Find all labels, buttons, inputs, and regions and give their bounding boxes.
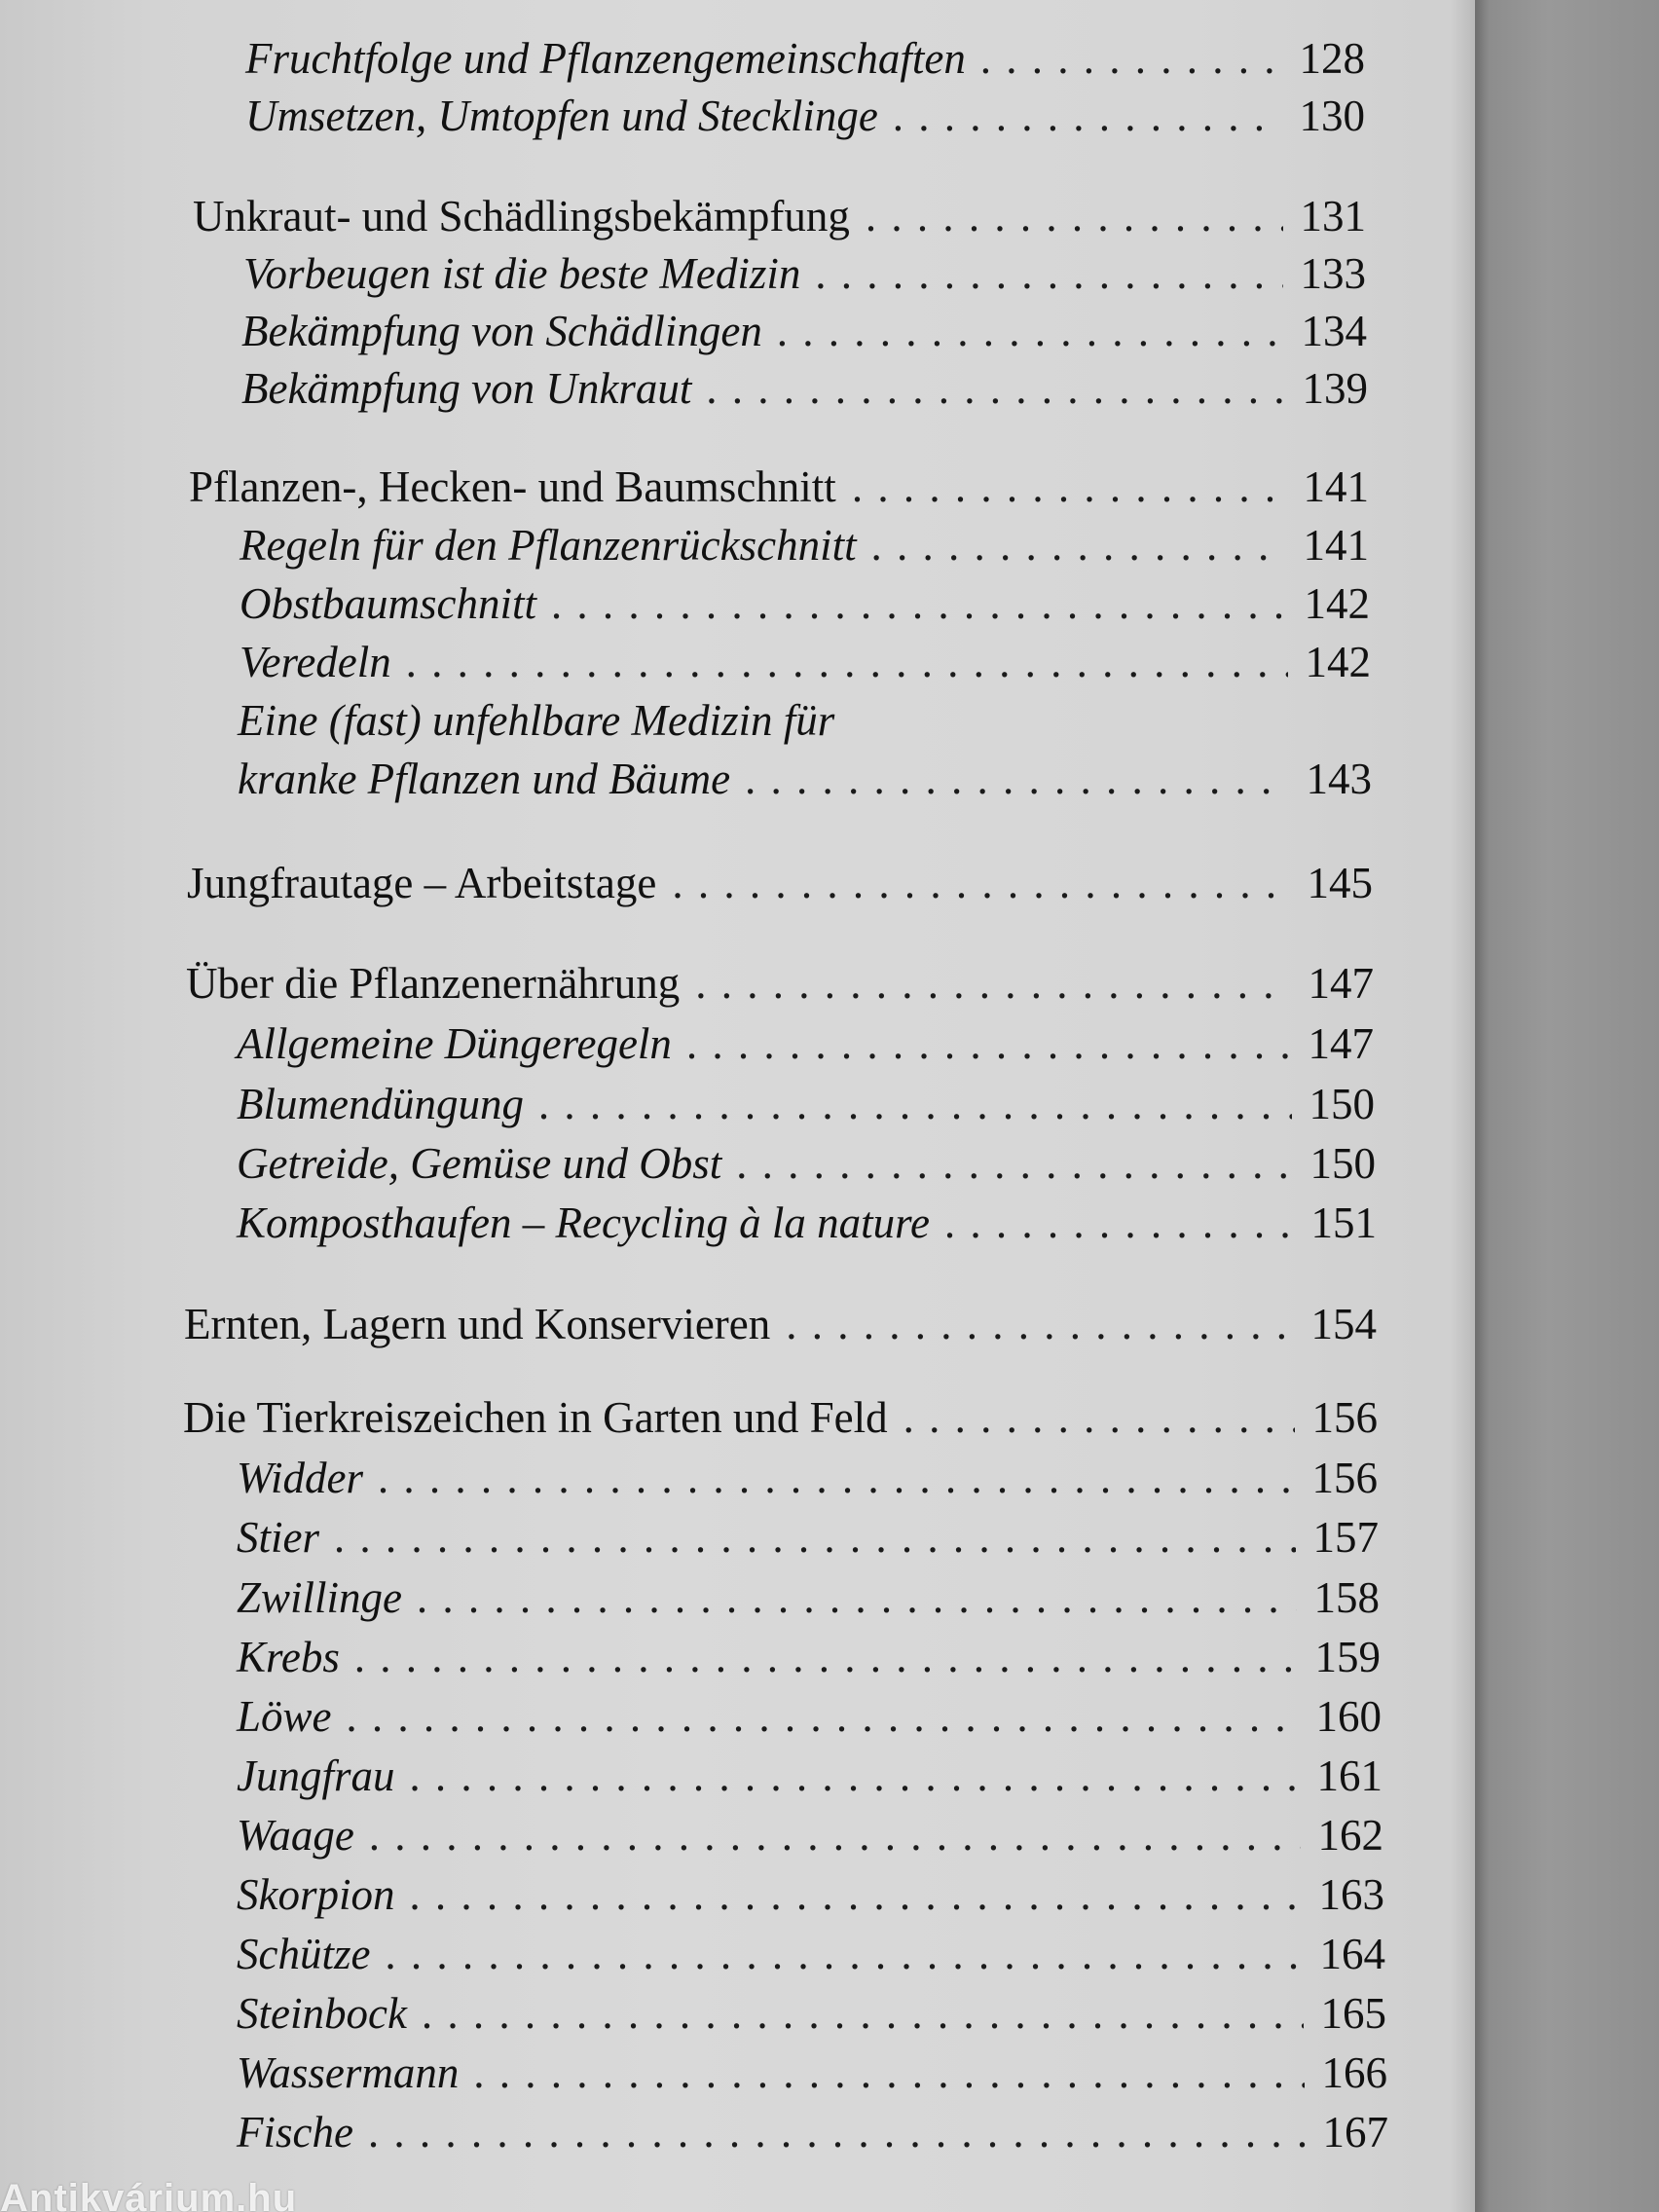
toc-entry-page: 156 bbox=[1311, 1393, 1378, 1442]
toc-entry-title: Bekämpfung von Schädlingen bbox=[241, 307, 762, 355]
toc-leader-dots bbox=[872, 524, 1286, 568]
toc-entry-page: 154 bbox=[1310, 1300, 1377, 1348]
toc-entry-page: 145 bbox=[1307, 859, 1373, 907]
toc-entry-title: Steinbock bbox=[237, 1989, 407, 2038]
toc-entry-page: 141 bbox=[1303, 521, 1369, 570]
toc-leader-dots bbox=[687, 1022, 1291, 1066]
toc-entry bbox=[238, 696, 1371, 745]
toc-entry-title: Zwillinge bbox=[237, 1573, 403, 1622]
toc-leader-dots bbox=[539, 1083, 1292, 1126]
toc-entry-page: 139 bbox=[1302, 364, 1368, 413]
toc-entry-page: 165 bbox=[1320, 1989, 1386, 2038]
toc-entry bbox=[237, 1198, 1377, 1247]
toc-leader-dots bbox=[816, 252, 1282, 296]
toc-entry bbox=[237, 1989, 1386, 2038]
toc-entry-title: Umsetzen, Umtopfen und Stecklinge bbox=[245, 92, 878, 140]
toc-leader-dots bbox=[894, 94, 1282, 138]
toc-entry bbox=[243, 249, 1366, 298]
toc-entry-page: 143 bbox=[1306, 755, 1372, 803]
toc-entry-title: Fruchtfolge und Pflanzengemeinschaften bbox=[245, 34, 966, 83]
toc-entry-page: 131 bbox=[1300, 192, 1366, 240]
toc-leader-dots bbox=[423, 1992, 1304, 2036]
toc-entry bbox=[240, 579, 1370, 628]
background-surface bbox=[1475, 0, 1659, 2212]
toc-leader-dots bbox=[695, 962, 1290, 1006]
toc-entry-page: 142 bbox=[1304, 579, 1370, 628]
toc-entry-title: Vorbeugen ist die beste Medizin bbox=[243, 249, 801, 298]
toc-leader-dots bbox=[903, 1396, 1295, 1440]
toc-leader-dots bbox=[778, 310, 1284, 353]
toc-entry bbox=[237, 1019, 1374, 1068]
toc-entry bbox=[183, 1393, 1378, 1442]
toc-entry-title: Waage bbox=[237, 1811, 354, 1860]
toc-leader-dots bbox=[370, 1814, 1301, 1858]
toc-leader-dots bbox=[981, 37, 1282, 81]
toc-entry-page: 150 bbox=[1309, 1080, 1375, 1128]
toc-entry-page: 142 bbox=[1305, 638, 1371, 686]
toc-entry-title: Fische bbox=[237, 2108, 353, 2157]
toc-entry bbox=[186, 959, 1374, 1008]
toc-entry-title: Die Tierkreiszeichen in Garten und Feld bbox=[183, 1393, 888, 1442]
toc-leader-dots bbox=[707, 367, 1284, 411]
toc-entry-title: Löwe bbox=[237, 1692, 332, 1741]
toc-entry bbox=[237, 1870, 1384, 1919]
toc-entry bbox=[237, 1751, 1382, 1800]
toc-leader-dots bbox=[852, 465, 1286, 509]
toc-entry bbox=[240, 521, 1369, 570]
toc-entry-title: Regeln für den Pflanzenrückschnitt bbox=[240, 521, 857, 570]
toc-entry bbox=[237, 1080, 1375, 1128]
toc-entry bbox=[237, 1573, 1380, 1622]
toc-entry-title: Stier bbox=[237, 1513, 319, 1562]
toc-leader-dots bbox=[348, 1695, 1299, 1739]
toc-entry-page: 151 bbox=[1310, 1198, 1377, 1247]
toc-entry-title: Veredeln bbox=[240, 638, 391, 686]
toc-entry-title: Krebs bbox=[237, 1633, 340, 1681]
toc-entry-title: Schütze bbox=[237, 1930, 371, 1978]
toc-entry-title: Getreide, Gemüse und Obst bbox=[237, 1139, 722, 1188]
toc-leader-dots bbox=[672, 862, 1289, 905]
toc-leader-dots bbox=[786, 1303, 1293, 1346]
toc-entry bbox=[237, 1811, 1383, 1860]
toc-entry bbox=[189, 462, 1369, 511]
toc-leader-dots bbox=[552, 582, 1286, 626]
toc-leader-dots bbox=[355, 1636, 1298, 1679]
toc-entry-title: Widder bbox=[237, 1454, 363, 1502]
toc-entry-page: 166 bbox=[1321, 2048, 1387, 2097]
toc-entry-page: 157 bbox=[1312, 1513, 1379, 1562]
toc-entry-title: Komposthaufen – Recycling à la nature bbox=[237, 1198, 930, 1247]
toc-entry bbox=[237, 1513, 1379, 1562]
toc-entry-page: 147 bbox=[1308, 1019, 1374, 1068]
toc-entry-title: Obstbaumschnitt bbox=[240, 579, 537, 628]
toc-entry bbox=[237, 1633, 1381, 1681]
toc-entry bbox=[245, 94, 1365, 138]
toc-entry-page: 156 bbox=[1311, 1454, 1378, 1502]
toc-entry-page: 164 bbox=[1319, 1930, 1385, 1978]
toc-entry-title: Unkraut- und Schädlingsbekämpfung bbox=[193, 192, 850, 240]
toc-entry bbox=[237, 1692, 1382, 1741]
toc-entry-title: kranke Pflanzen und Bäume bbox=[238, 755, 731, 803]
watermark: Antikvárium.hu bbox=[0, 2177, 298, 2212]
toc-leader-dots bbox=[369, 2111, 1306, 2155]
toc-leader-dots bbox=[335, 1516, 1296, 1560]
toc-entry-page: 134 bbox=[1301, 307, 1367, 355]
toc-entry bbox=[187, 859, 1373, 907]
toc-leader-dots bbox=[737, 1142, 1292, 1186]
toc-entry-page: 128 bbox=[1299, 34, 1365, 83]
toc-entry bbox=[237, 2108, 1388, 2157]
toc-leader-dots bbox=[746, 757, 1288, 801]
toc-leader-dots bbox=[945, 1201, 1294, 1245]
toc-entry-title: Über die Pflanzenernährung bbox=[186, 959, 681, 1008]
toc-entry-page: 150 bbox=[1309, 1139, 1376, 1188]
toc-entry bbox=[238, 757, 1372, 801]
toc-leader-dots bbox=[379, 1456, 1295, 1500]
toc-leader-dots bbox=[411, 1754, 1300, 1798]
toc-entry bbox=[193, 192, 1366, 240]
toc-entry-page: 167 bbox=[1322, 2108, 1388, 2157]
toc-leader-dots bbox=[411, 1873, 1302, 1917]
toc-entry-title: Jungfrautage – Arbeitstage bbox=[187, 859, 657, 907]
toc-entry-title: Wassermann bbox=[237, 2048, 460, 2097]
toc-entry-page: 161 bbox=[1316, 1751, 1382, 1800]
toc-entry-page: 162 bbox=[1317, 1811, 1383, 1860]
toc-leader-dots bbox=[418, 1576, 1296, 1620]
toc-entry bbox=[240, 638, 1371, 686]
toc-leader-dots bbox=[386, 1933, 1302, 1976]
toc-leader-dots bbox=[866, 195, 1283, 239]
toc-entry-title: Jungfrau bbox=[237, 1751, 395, 1800]
toc-entry-title: Bekämpfung von Unkraut bbox=[241, 364, 692, 413]
toc-entry bbox=[241, 307, 1367, 355]
toc-entry-title: Ernten, Lagern und Konservieren bbox=[184, 1300, 771, 1348]
toc-entry-title: Skorpion bbox=[237, 1870, 395, 1919]
toc-leader-dots bbox=[474, 2051, 1304, 2095]
toc-entry bbox=[241, 364, 1368, 413]
toc-entry-title: Allgemeine Düngeregeln bbox=[237, 1019, 672, 1068]
toc-entry-page: 158 bbox=[1313, 1573, 1380, 1622]
toc-entry-page: 159 bbox=[1314, 1633, 1381, 1681]
toc-entry bbox=[184, 1300, 1377, 1348]
toc-entry-title: Pflanzen-, Hecken- und Baumschnitt bbox=[189, 462, 836, 511]
toc-entry bbox=[237, 1456, 1378, 1500]
toc-entry-title: Blumendüngung bbox=[237, 1080, 524, 1128]
toc-entry-page: 141 bbox=[1303, 462, 1369, 511]
toc-entry-page: 163 bbox=[1318, 1870, 1384, 1919]
toc-entry bbox=[245, 34, 1365, 83]
toc-leader-dots bbox=[407, 641, 1288, 684]
toc-entry-page: 130 bbox=[1299, 92, 1365, 140]
toc-entry-page: 160 bbox=[1315, 1692, 1382, 1741]
toc-entry bbox=[237, 1139, 1376, 1188]
toc-entry-page: 133 bbox=[1300, 249, 1366, 298]
toc-entry-page: 147 bbox=[1308, 959, 1374, 1008]
toc-entry bbox=[237, 1930, 1385, 1978]
toc-entry bbox=[237, 2048, 1387, 2097]
toc-entry-title: Eine (fast) unfehlbare Medizin für bbox=[238, 696, 835, 745]
